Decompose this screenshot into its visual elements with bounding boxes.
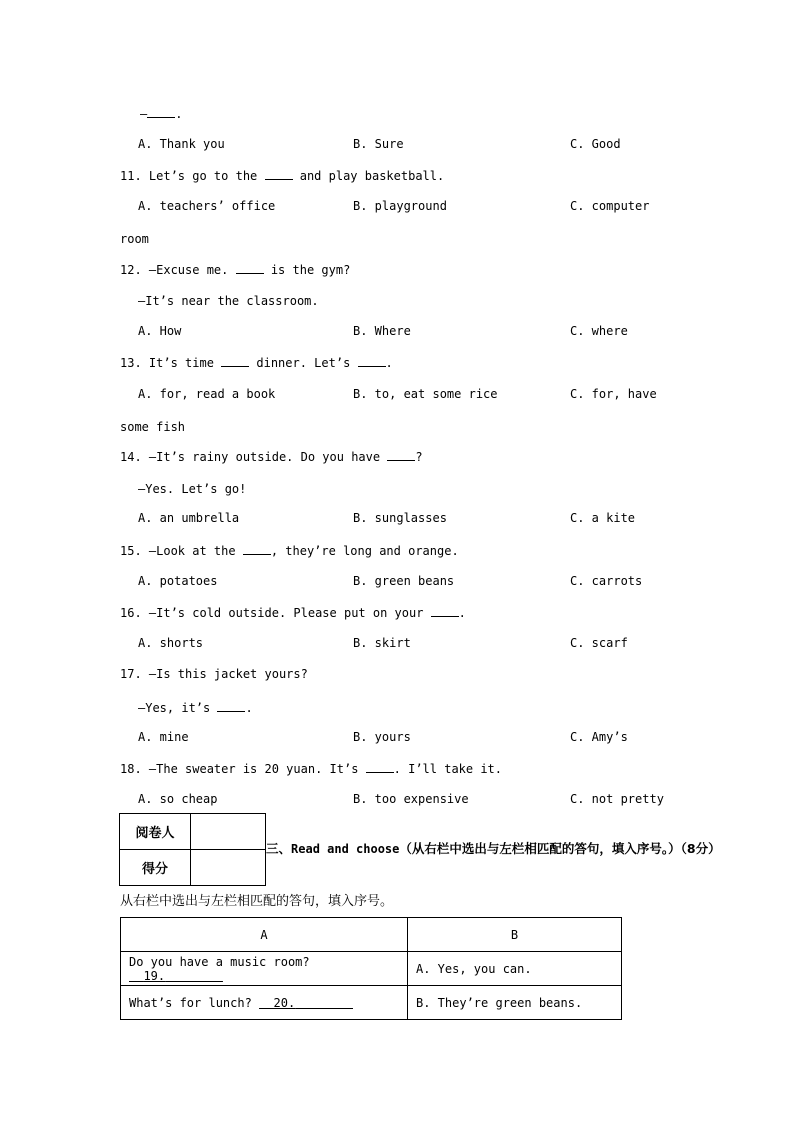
- question-cell: [121, 986, 408, 1020]
- section-number: 三、: [266, 841, 292, 856]
- stem-text: 12. —Excuse me.: [120, 263, 236, 277]
- q14-stem: [120, 448, 423, 465]
- answer-blank[interactable]: [265, 167, 293, 180]
- q17-option-b: B. yours: [353, 730, 411, 744]
- q14-option-b: B. sunglasses: [353, 511, 447, 525]
- stem-text: .: [458, 606, 466, 620]
- stem-text: dinner. Let’s: [249, 356, 358, 370]
- q14-reply: —Yes. Let’s go!: [138, 482, 247, 496]
- stem-text: and play basketball.: [292, 169, 445, 183]
- q11-option-c-wrap: room: [120, 232, 149, 246]
- q11-stem: [120, 167, 444, 184]
- q11-option-c: C. computer: [570, 199, 650, 213]
- table-header-row: [121, 918, 622, 952]
- reply-text: .: [245, 701, 253, 715]
- reviewer-label: 阅卷人: [120, 814, 191, 850]
- q12-stem: [120, 261, 350, 278]
- q18-option-a: A. so cheap: [138, 792, 218, 806]
- answer-blank[interactable]: [236, 261, 264, 274]
- answer-number-blank[interactable]: [259, 996, 353, 1010]
- stem-text: .: [385, 356, 393, 370]
- q12-option-c: C. where: [570, 324, 628, 338]
- q13-option-b: B. to, eat some rice: [353, 387, 498, 401]
- stem-text: is the gym?: [263, 263, 351, 277]
- q10-option-b: B. Sure: [353, 137, 404, 151]
- q17-stem: 17. —Is this jacket yours?: [120, 667, 308, 681]
- stem-text: 18. —The sweater is 20 yuan. It’s: [120, 762, 366, 776]
- score-field[interactable]: [191, 850, 266, 886]
- q13-stem: [120, 354, 393, 371]
- q11-option-b: B. playground: [353, 199, 447, 213]
- q10-answer-line: — .: [140, 107, 183, 121]
- q18-stem: [120, 760, 502, 777]
- q18-option-c: C. not pretty: [570, 792, 664, 806]
- answer-blank[interactable]: [243, 542, 271, 555]
- q13-option-a: A. for, read a book: [138, 387, 276, 401]
- answer-blank[interactable]: [217, 699, 245, 712]
- q16-option-c: C. scarf: [570, 636, 628, 650]
- q12-option-a: A. How: [138, 324, 182, 338]
- column-b-header: B: [408, 918, 622, 952]
- answer-cell: A. Yes, you can.: [408, 952, 622, 986]
- q17-option-c: C. Amy’s: [570, 730, 628, 744]
- table-row: [121, 986, 622, 1020]
- table-row: [121, 952, 622, 986]
- q16-option-a: A. shorts: [138, 636, 204, 650]
- score-label: 得分: [120, 850, 191, 886]
- answer-blank[interactable]: [147, 105, 175, 118]
- answer-blank[interactable]: [366, 760, 394, 773]
- answer-cell: B. They’re green beans.: [408, 986, 622, 1020]
- answer-blank[interactable]: [431, 604, 459, 617]
- question-number: 19.: [143, 968, 166, 983]
- answer-number-blank[interactable]: [129, 969, 223, 983]
- reviewer-field[interactable]: [191, 814, 266, 850]
- section3-title: [266, 841, 721, 857]
- q17-option-a: A. mine: [138, 730, 189, 744]
- q15-option-a: A. potatoes: [138, 574, 218, 588]
- reply-text: —Yes, it’s: [138, 701, 218, 715]
- q16-option-b: B. skirt: [353, 636, 411, 650]
- matching-table: [120, 917, 622, 1020]
- grader-box: [119, 813, 266, 886]
- answer-blank[interactable]: [221, 354, 249, 367]
- answer-blank[interactable]: [358, 354, 386, 367]
- q15-option-b: B. green beans: [353, 574, 455, 588]
- question-cell: [121, 952, 408, 986]
- stem-text: 15. —Look at the: [120, 544, 243, 558]
- q10-option-a: A. Thank you: [138, 137, 225, 151]
- q11-option-a: A. teachers’ office: [138, 199, 276, 213]
- q13-option-c-wrap: some fish: [120, 420, 186, 434]
- q15-option-c: C. carrots: [570, 574, 643, 588]
- stem-text: 14. —It’s rainy outside. Do you have: [120, 450, 388, 464]
- dash: —: [140, 107, 148, 121]
- question-number: 20.: [273, 995, 296, 1010]
- q13-option-c: C. for, have: [570, 387, 657, 401]
- q14-option-c: C. a kite: [570, 511, 636, 525]
- answer-blank[interactable]: [387, 448, 415, 461]
- stem-text: ?: [415, 450, 423, 464]
- stem-text: 13. It’s time: [120, 356, 222, 370]
- question-text: What’s for lunch?: [129, 995, 260, 1010]
- q12-option-b: B. Where: [353, 324, 411, 338]
- question-text: Do you have a music room?: [129, 954, 310, 969]
- q17-reply: [138, 699, 253, 716]
- column-a-header: A: [121, 918, 408, 952]
- section-title-en: Read and choose: [291, 842, 400, 856]
- q16-stem: [120, 604, 466, 621]
- section-title-cn: （从右栏中选出与左栏相匹配的答句，填入序号。）（8分）: [399, 841, 721, 856]
- q10-option-c: C. Good: [570, 137, 621, 151]
- section3-instruction: 从右栏中选出与左栏相匹配的答句，填入序号。: [120, 894, 394, 909]
- q14-option-a: A. an umbrella: [138, 511, 240, 525]
- q15-stem: [120, 542, 459, 559]
- q12-reply: —It’s near the classroom.: [138, 294, 319, 308]
- stem-text: 11. Let’s go to the: [120, 169, 265, 183]
- stem-text: , they’re long and orange.: [270, 544, 459, 558]
- stem-text: . I’ll take it.: [393, 762, 503, 776]
- q18-option-b: B. too expensive: [353, 792, 469, 806]
- stem-text: 16. —It’s cold outside. Please put on your: [120, 606, 431, 620]
